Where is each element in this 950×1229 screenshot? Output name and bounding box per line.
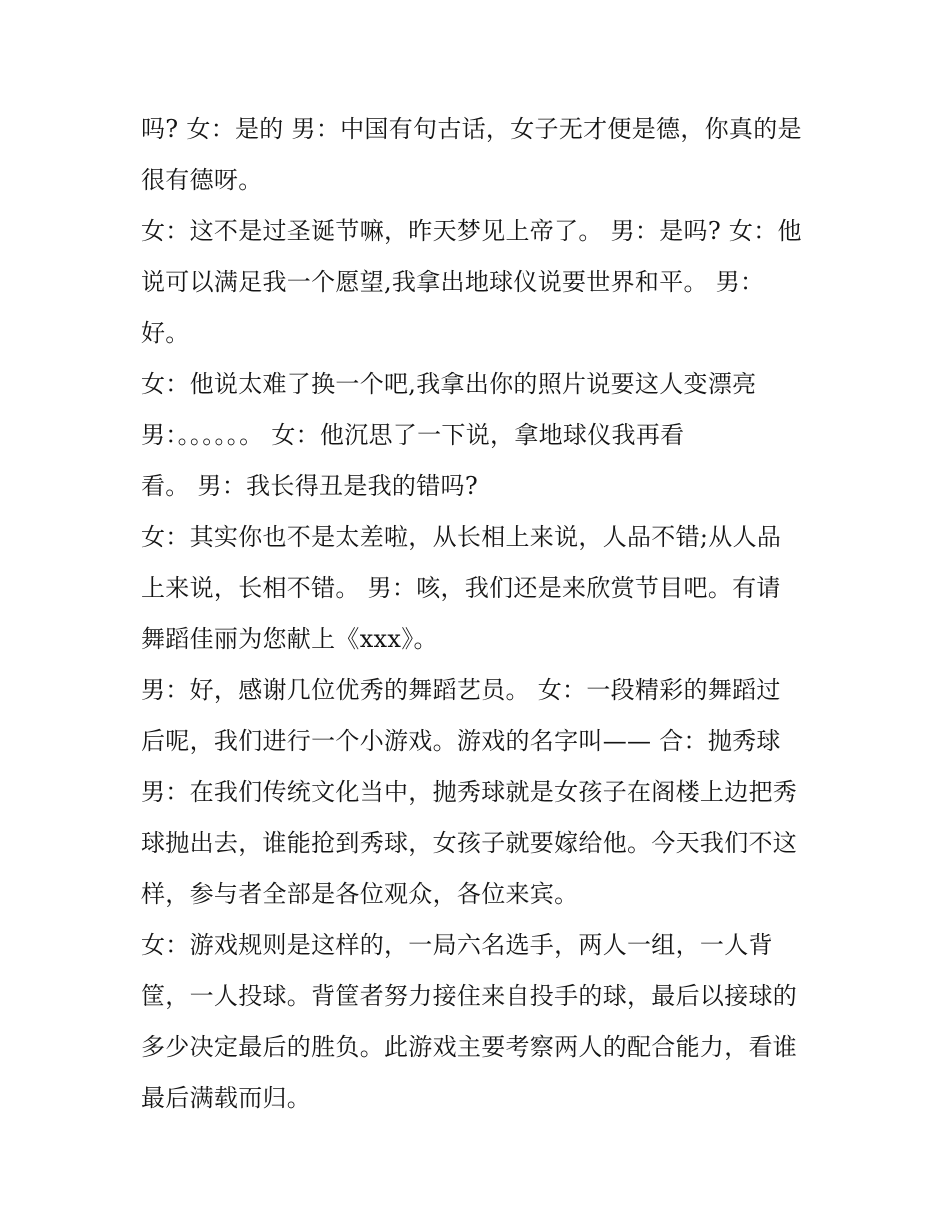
- text-line: 女：其实你也不是太差啦，从长相上来说，人品不错;从人品: [141, 523, 782, 551]
- text-line: 说可以满足我一个愿望,我拿出地球仪说要世界和平。 男：: [141, 268, 765, 296]
- text-line: 女：这不是过圣诞节嘛，昨天梦见上帝了。 男：是吗? 女：他: [141, 217, 802, 245]
- text-line: 男：在我们传统文化当中，抛秀球就是女孩子在阁楼上边把秀: [141, 778, 798, 806]
- text-line: 筐，一人投球。背筐者努力接住来自投手的球，最后以接球的: [141, 982, 798, 1010]
- text-line: 吗? 女：是的 男：中国有句古话，女子无才便是德，你真的是: [141, 115, 802, 143]
- text-line: 舞蹈佳丽为您献上《xxx》。: [141, 625, 438, 653]
- text-line: 很有德呀。: [141, 166, 263, 194]
- text-line: 球抛出去，谁能抢到秀球，女孩子就要嫁给他。今天我们不这: [141, 829, 798, 857]
- text-line: 女：他说太难了换一个吧,我拿出你的照片说要这人变漂亮: [141, 370, 757, 398]
- text-line: 样，参与者全部是各位观众，各位来宾。: [141, 880, 579, 908]
- text-line: 上来说，长相不错。 男：咳，我们还是来欣赏节目吧。有请: [141, 574, 781, 602]
- text-line: 多少决定最后的胜负。此游戏主要考察两人的配合能力，看谁: [141, 1033, 798, 1061]
- text-line: 男：。。。。。。 女：他沉思了一下说，拿地球仪我再看: [141, 421, 685, 449]
- text-line: 后呢，我们进行一个小游戏。游戏的名字叫—— 合：抛秀球: [141, 727, 781, 755]
- text-line: 最后满载而归。: [141, 1084, 312, 1112]
- text-line: 看。 男：我长得丑是我的错吗?: [141, 472, 478, 500]
- text-line: 女：游戏规则是这样的，一局六名选手，两人一组，一人背: [141, 931, 773, 959]
- document-body: [141, 104, 813, 1124]
- text-line: 好。: [141, 319, 190, 347]
- text-line: 男：好，感谢几位优秀的舞蹈艺员。 女：一段精彩的舞蹈过: [141, 676, 781, 704]
